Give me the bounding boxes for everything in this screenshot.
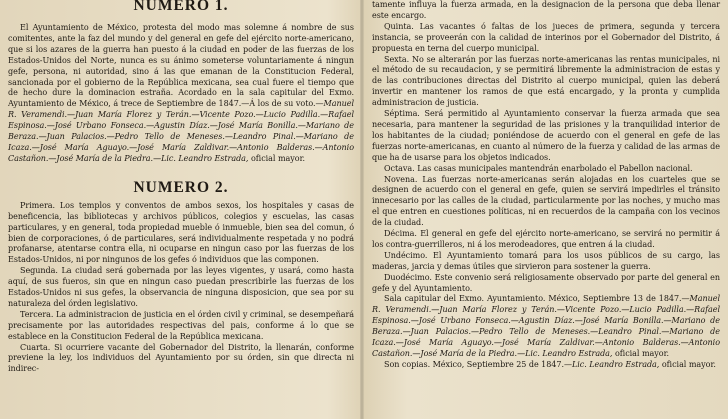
article-septima: Séptima. Será permitido al Ayuntamiento conservar la fuerza armada que sea necesaria, para mantener la seguridad de las prisiones y la tranquilidad interior de los habitantes de la ciudad; poniéndose de acuerdo con el general en gefe de las fuerzas norte-americanas, en cuanto al número de la fuerza y calidad de las armas de que ha de usarse para los objetos indicados. xyxy=(372,109,720,162)
sala-signatures: Manuel R. Veramendi.—Juan María Florez y Terán.—Vicente Pozo.—Lucio Padilla.—Rafael Espinosa.—José Urbano Fonseca.—Agustin Díaz.—José María Bonilla.—Mariano de Beraza.—Juan Palacios.—Pedro Tello de Meneses.—Leandro Pinal.—Mariano de Icaza.—José María Aguayo.—José María Zaldivar.—Antonio Balderas.—Antonio Castañon.—José María de la Piedra.—Lic. Leandro Estrada, xyxy=(372,294,720,358)
protest-text: El Ayuntamiento de México, protesta del modo mas solemne á nombre de sus comitentes, ante la faz del mundo y del general en gefe del ejército norte-americano, que si los azares de la guerra han puesto á la ciudad en poder de las fuerzas de los Estados-Unidos del Norte, nunca es su ánimo someterse voluntariamente á ningun gefe, persona, ni autoridad, sino á las que emanan de la Constitucion Federal, sancionada por el gobierno de la República mexicana, sea cual fuere el tiempo que de hecho dure la dominacion estraña. Acordado en la sala capitular del Exmo. Ayuntamiento de México, á trece de Septiembre de 1847.—Á los de su voto.— xyxy=(8,23,354,109)
copias-text: Son copias. México, Septiembre 25 de 1847.— xyxy=(384,359,572,369)
article-cuarta: Cuarta. Si ocurriere vacante del Gobernador del Distrito, la llenarán, conforme previene la ley, los individuos del Ayuntamiento por su órden, sin que directa ni indirec- xyxy=(8,342,354,374)
article-octava: Octava. Las casas municipales mantendrán enarbolado el Pabellon nacional. xyxy=(384,163,693,173)
article-novena: Novena. Las fuerzas norte-americanas serán alojadas en los cuarteles que se designen de acuerdo con el general en gefe, quien se servirá impedirles el tránsito innecesario por las calles de la ciudad, particularmente por las noches, y mucho mas el que entren en cuestiones políticas, ni en recuerdos de la campaña con los vecinos de la ciudad. xyxy=(372,174,720,228)
article-primera: Primera. Los templos y conventos de ambos sexos, los hospitales y casas de beneficencia, las bibliotecas y archivos públicos, colegios y escuelas, las casas particulares, y en general, toda propiedad mueble ó inmueble, bien sea del comun, ó bien de corporaciones, ó de particulares, será individualmente respetada y no podrá profanarse, atentarse contra ella, ni ocuparse en ningun caso por las fuerzas de los Estados-Unidos, ni por ningunos de los gefes ó individuos que las componen. xyxy=(8,200,354,265)
copias-signature: Lic. Leandro Estrada, xyxy=(571,359,660,369)
left-column xyxy=(8,0,354,419)
right-column xyxy=(372,0,720,419)
copias-end: oficial mayor. xyxy=(659,359,716,369)
article-tercera: Tercera. La administracion de justicia en el órden civil y criminal, se desempeñará precisamente por las autoridades respectivas del pais, conforme á lo que se establece en la Constitucion Federal de la República mexicana. xyxy=(8,309,354,341)
article-segunda: Segunda. La ciudad será gobernada por las leyes vigentes, y usará, como hasta aquí, de sus fueros, sin que en ningun caso puedan prescribirle las fuerzas de los Estados-Unidos ni sus gefes, la observancia de ninguna disposicion, que sea por su naturaleza del órden legislativo. xyxy=(8,266,354,308)
copias-paragraph xyxy=(372,360,720,371)
protest-paragraph xyxy=(8,23,354,165)
heading-numero-1: NUMERO 1. xyxy=(133,0,229,14)
protest-signatures: Manuel R. Veramendi.—Juan María Florez y Terán.—Vicente Pozo.—Lucio Padilla.—Rafael Espinosa.—José Urbano Fonseca.—Agustin Díaz.—José María Bonilla.—Mariano de Beraza.—Juan Palacios.—Pedro Tello de Meneses.—Leandro Pinal.—Mariano de Icaza.—José María Aguayo.—José María Zaldivar.—Antonio Balderas.—Antonio Castañon.—José María de la Piedra.—Lic. Leandro Estrada, xyxy=(8,99,354,163)
heading-numero-2: NUMERO 2. xyxy=(133,178,229,196)
article-undecima: Undécimo. El Ayuntamiento tomará para los usos públicos de su cargo, las maderas, jarcia y demas útiles que sirvieron para sostener la guerra. xyxy=(372,250,720,271)
protest-end: oficial mayor. xyxy=(248,153,305,163)
sala-end: oficial mayor. xyxy=(612,349,669,358)
sala-capitular-paragraph xyxy=(372,294,720,359)
article-quinta: Quinta. Las vacantes ó faltas de los jueces de primera, segunda y tercera instancia, se proveerán con la calidad de interinos por el Gobernador del Distrito, á propuesta en terna del cuerpo municipal. xyxy=(372,21,720,53)
sala-text: Sala capitular del Exmo. Ayuntamiento. México, Septiembre 13 de 1847.— xyxy=(384,294,690,304)
article-sexta: Sexta. No se alterarán por las fuerzas norte-americanas las rentas municipales, ni el método de su recaudacion, y se permitirá libremente la administracion de estas y de las contribuciones directas del Distrito al cuerpo municipal, quien las deberá invertir en mantener los ramos de que está encargado, y la pronta y cumplida administracion de justicia. xyxy=(372,54,720,108)
page-gutter xyxy=(360,0,364,419)
article-duodecima: Duodécimo. Este convenio será religiosamente observado por parte del general en gefe y del Ayuntamiento. xyxy=(372,272,720,293)
article-decima: Décima. El general en gefe del ejército norte-americano, se servirá no permitir á los contra-guerrilleros, ni á los merodeadores, que entren á la ciudad. xyxy=(372,229,720,249)
article-cuarta-continued: tamente influya la fuerza armada, en la designacion de la persona que deba llenar este encargo. xyxy=(372,0,720,20)
